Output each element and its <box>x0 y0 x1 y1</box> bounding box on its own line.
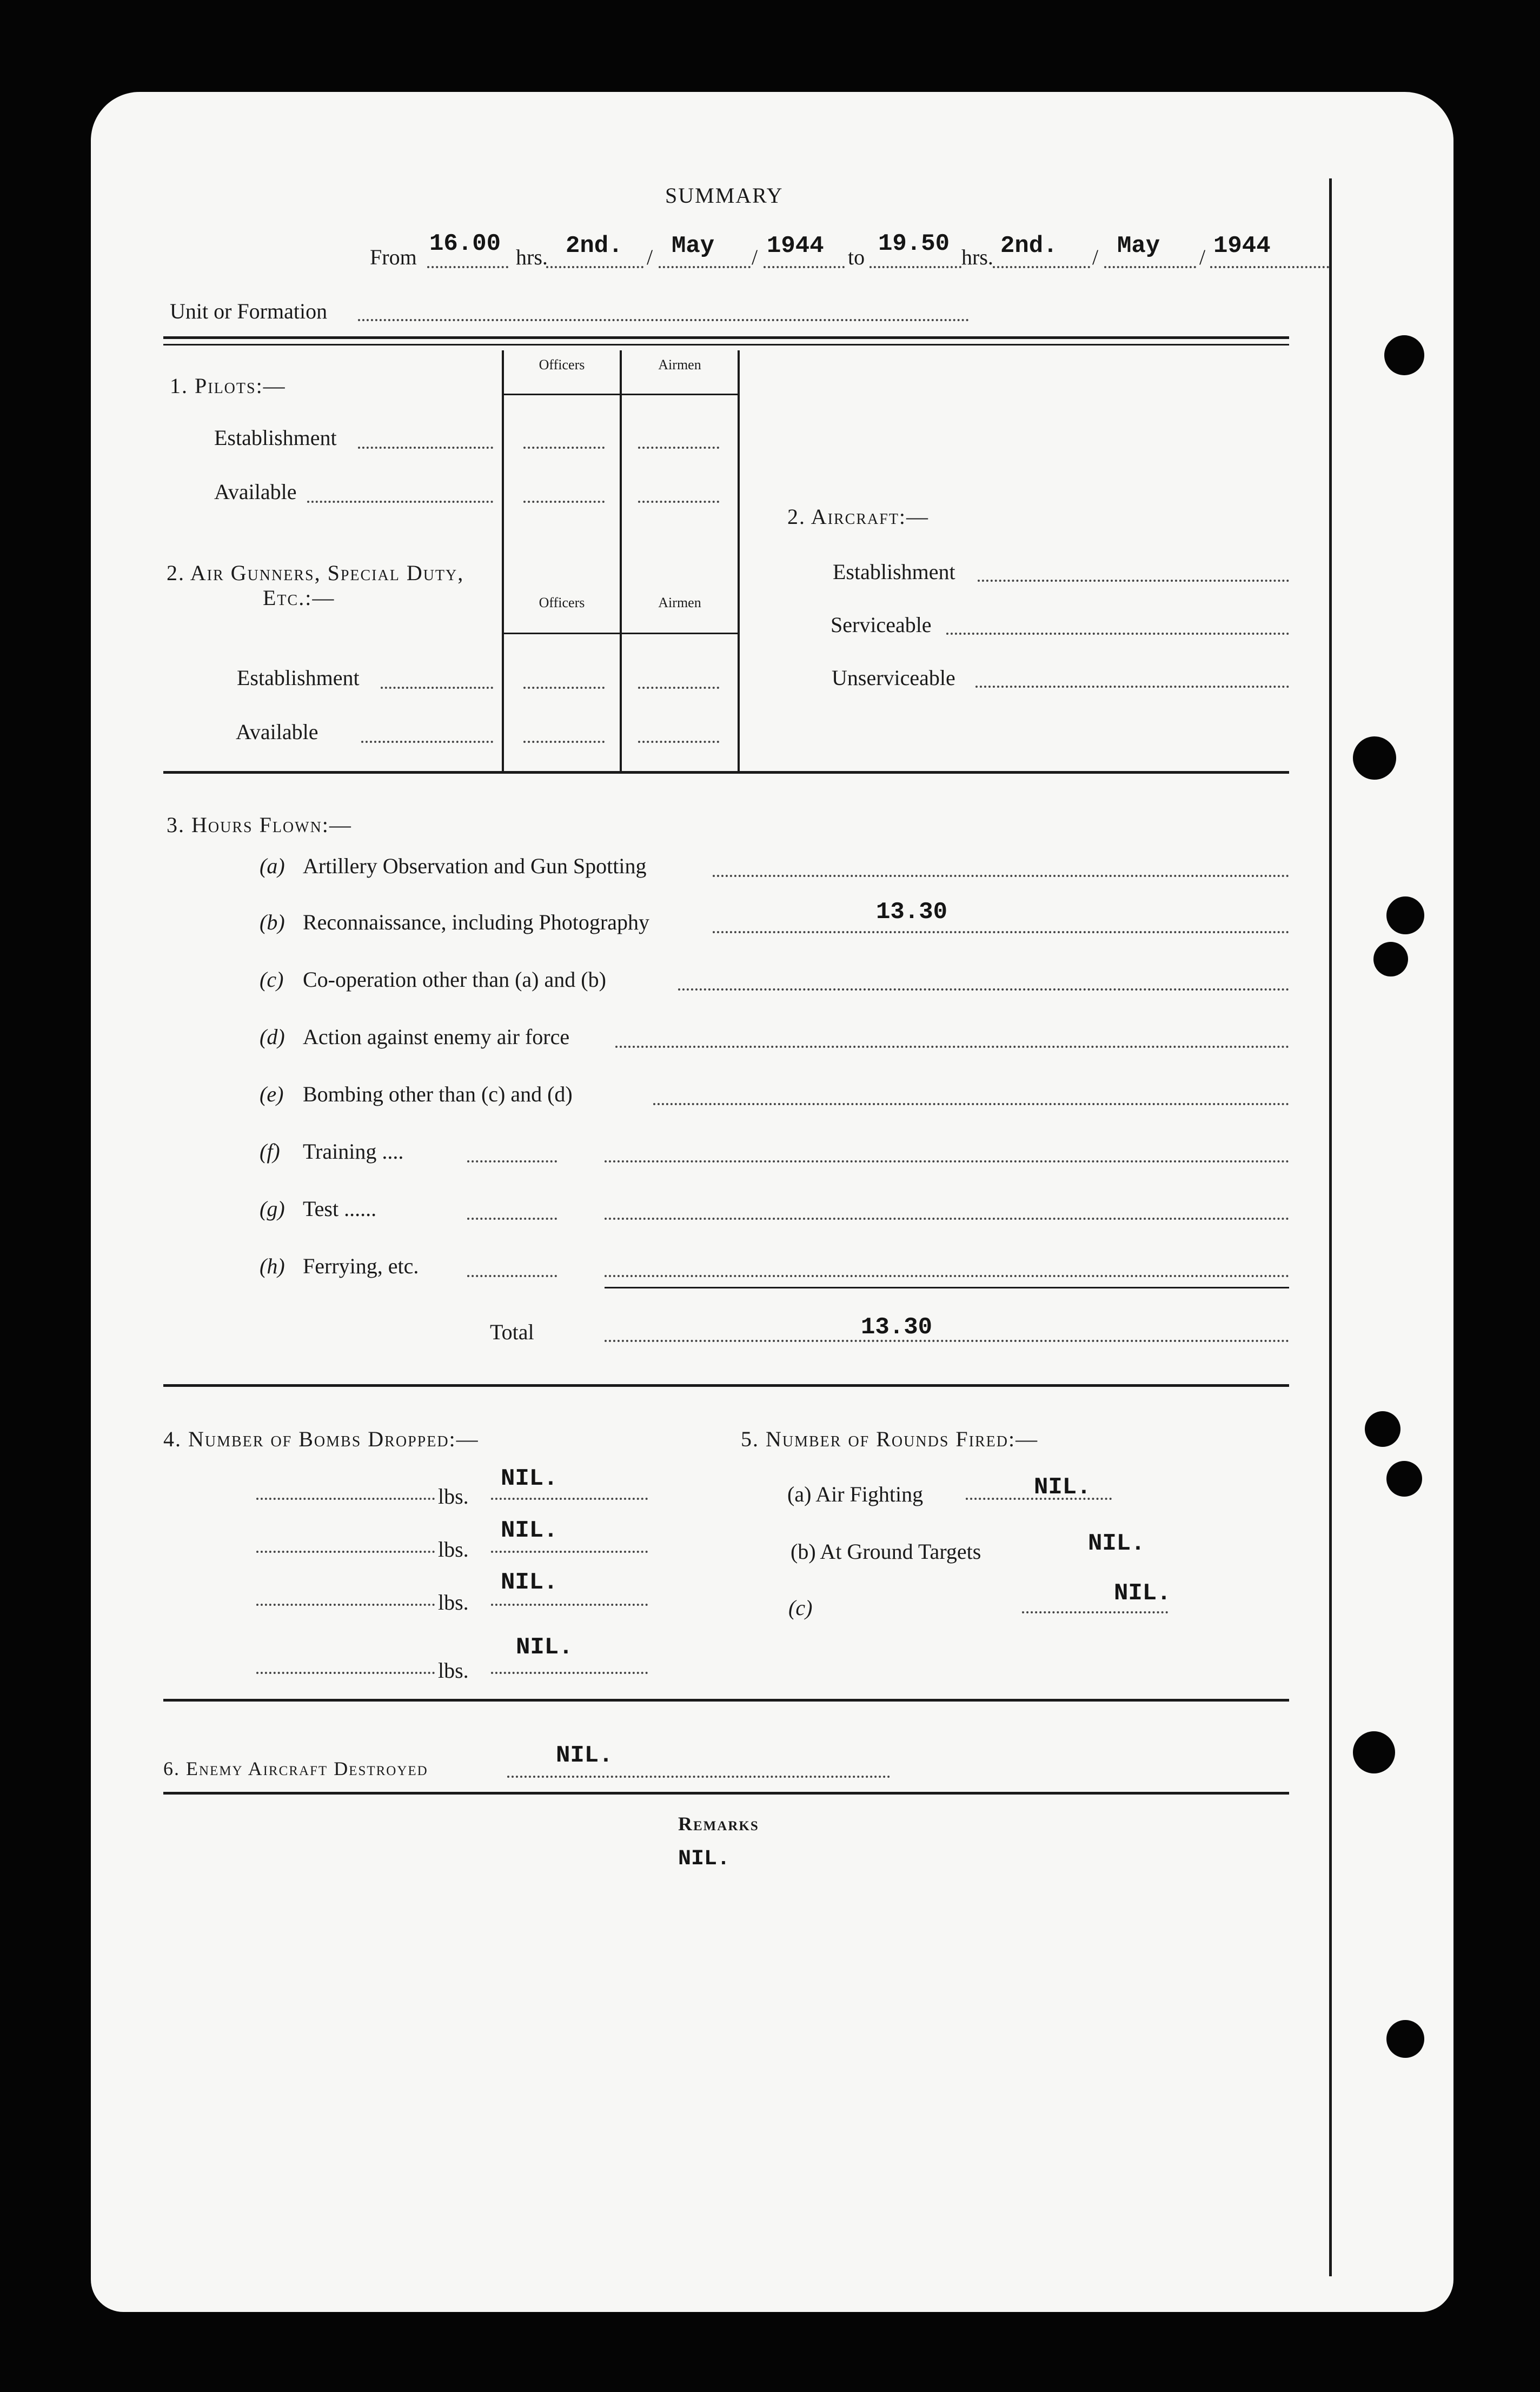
hours-row-f-letter: (f) <box>260 1139 280 1164</box>
right-margin-line <box>1329 178 1332 2276</box>
hours-row-g-line <box>467 1218 557 1220</box>
punch-hole-1 <box>1384 335 1424 375</box>
hours-row-b-label: Reconnaissance, including Photography <box>303 910 649 934</box>
hours-row-f-label: Training .... <box>303 1139 404 1164</box>
gunners-establishment-line <box>381 687 493 689</box>
grid-col-1 <box>502 350 504 772</box>
bombs-row-3-line <box>256 1604 435 1606</box>
hours-row-c-letter: (c) <box>260 967 284 992</box>
from-time-line <box>427 266 508 268</box>
hours-row-e-line <box>653 1103 1289 1105</box>
pilots-available-label: Available <box>214 480 297 504</box>
pilots-col-officers: Officers <box>539 357 585 373</box>
bombs-row-3-value: NIL. <box>501 1569 558 1596</box>
remarks-value: NIL. <box>678 1847 731 1871</box>
pilots-available-officers <box>523 501 605 503</box>
rounds-row-a-label: (a) Air Fighting <box>787 1482 924 1506</box>
gunners-col-officers: Officers <box>539 595 585 610</box>
bombs-row-1-line <box>256 1498 435 1500</box>
to-time-line <box>869 266 961 268</box>
hours-row-h-label: Ferrying, etc. <box>303 1254 419 1278</box>
enemy-value: NIL. <box>556 1742 613 1769</box>
from-day-line <box>546 266 643 268</box>
punch-hole-5 <box>1365 1411 1400 1447</box>
top-double-rule-1 <box>163 336 1289 339</box>
hours-row-d-label: Action against enemy air force <box>303 1025 570 1049</box>
section-rule-2 <box>163 1384 1289 1387</box>
rounds-row-c-value: NIL. <box>1114 1580 1171 1607</box>
pilots-col-airmen: Airmen <box>658 357 701 373</box>
pilots-establishment-line <box>358 447 493 449</box>
punch-hole-3 <box>1386 896 1424 934</box>
hours-row-a-line <box>713 875 1289 877</box>
slash-2: / <box>752 245 758 269</box>
to-day: 2nd. <box>1000 232 1058 260</box>
unit-line <box>358 319 969 321</box>
bombs-row-2-unit: lbs. <box>438 1537 469 1562</box>
to-day-line <box>993 266 1090 268</box>
bombs-row-4-line <box>256 1672 435 1674</box>
total-label: Total <box>490 1320 534 1344</box>
from-label: From <box>370 245 417 269</box>
bombs-row-4-value: NIL. <box>516 1634 573 1661</box>
gunners-heading-line1: 2. Air Gunners, Special Duty, <box>167 561 464 585</box>
gunners-available-officers <box>523 741 605 743</box>
rounds-row-a-value: NIL. <box>1034 1474 1091 1501</box>
bombs-row-1-value-line <box>491 1498 648 1500</box>
hours-row-c-label: Co-operation other than (a) and (b) <box>303 967 606 992</box>
hours-row-b-letter: (b) <box>260 910 285 934</box>
slash-3: / <box>1092 245 1099 269</box>
form-page <box>91 92 1453 2312</box>
hours-row-h-line <box>467 1275 557 1277</box>
gunners-establishment-airmen <box>638 687 719 689</box>
aircraft-unserviceable-line <box>975 686 1289 688</box>
hours-row-d-letter: (d) <box>260 1025 285 1049</box>
grid-col-2 <box>620 350 622 772</box>
bombs-row-3-value-line <box>491 1604 648 1606</box>
rounds-row-b-value: NIL. <box>1088 1530 1145 1557</box>
gunners-establishment-officers <box>523 687 605 689</box>
hours-row-a-label: Artillery Observation and Gun Spotting <box>303 854 647 878</box>
punch-hole-7 <box>1353 1731 1395 1773</box>
bombs-row-2-line <box>256 1551 435 1553</box>
top-double-rule-2 <box>163 344 1289 345</box>
hrs-label-from: hrs. <box>516 245 548 269</box>
page-title: SUMMARY <box>665 183 784 208</box>
total-value: 13.30 <box>861 1314 933 1341</box>
aircraft-serviceable-line <box>946 633 1289 635</box>
punch-hole-4 <box>1373 942 1408 976</box>
from-time: 16.00 <box>429 230 501 257</box>
hrs-label-to: hrs. <box>961 245 993 269</box>
hours-row-e-label: Bombing other than (c) and (d) <box>303 1082 573 1106</box>
hours-row-h-letter: (h) <box>260 1254 285 1278</box>
aircraft-establishment-label: Establishment <box>833 560 955 584</box>
rounds-heading: 5. Number of Rounds Fired:— <box>741 1427 1039 1451</box>
hours-row-h-line-2 <box>605 1275 1289 1277</box>
bombs-row-3-unit: lbs. <box>438 1590 469 1614</box>
aircraft-establishment-line <box>978 580 1289 582</box>
from-month-line <box>659 266 751 268</box>
hours-row-a-letter: (a) <box>260 854 285 878</box>
hours-row-g-letter: (g) <box>260 1197 285 1221</box>
hours-row-b-value: 13.30 <box>876 899 948 926</box>
section-rule-1 <box>163 771 1289 774</box>
hours-flown-heading: 3. Hours Flown:— <box>167 813 352 837</box>
pilots-establishment-airmen <box>638 447 719 449</box>
gunners-col-airmen: Airmen <box>658 595 701 610</box>
to-month: May <box>1117 232 1160 260</box>
slash-4: / <box>1199 245 1206 269</box>
hours-row-f-line <box>467 1160 557 1162</box>
pilots-available-line <box>307 501 493 503</box>
remarks-heading: Remarks <box>678 1813 759 1835</box>
grid-col-3 <box>738 350 740 772</box>
punch-hole-8 <box>1386 2020 1424 2058</box>
bombs-row-2-value-line <box>491 1551 648 1553</box>
aircraft-unserviceable-label: Unserviceable <box>832 666 955 690</box>
hours-row-d-line <box>615 1046 1289 1048</box>
rounds-row-c-line <box>1022 1611 1168 1613</box>
hours-row-g-line-2 <box>605 1218 1289 1220</box>
bombs-row-2-value: NIL. <box>501 1517 558 1544</box>
gunners-heading-line2: Etc.:— <box>263 586 335 610</box>
punch-hole-6 <box>1386 1461 1422 1497</box>
total-line <box>605 1340 1289 1342</box>
grid-header-rule-2 <box>503 633 739 634</box>
to-year-line <box>1210 266 1329 268</box>
hours-row-c-line <box>678 988 1289 991</box>
pilots-establishment-label: Establishment <box>214 426 337 450</box>
gunners-available-airmen <box>638 741 719 743</box>
to-year: 1944 <box>1213 232 1271 260</box>
to-time: 19.50 <box>878 230 950 257</box>
gunners-available-line <box>361 741 493 743</box>
pilots-heading: 1. Pilots:— <box>170 374 286 398</box>
hours-row-f-line-2 <box>605 1160 1289 1162</box>
hours-row-g-label: Test ...... <box>303 1197 377 1221</box>
enemy-line <box>507 1776 890 1778</box>
gunners-establishment-label: Establishment <box>237 666 360 690</box>
bombs-row-1-unit: lbs. <box>438 1484 469 1509</box>
gunners-available-label: Available <box>236 720 318 744</box>
section-rule-4 <box>163 1792 1289 1795</box>
bombs-row-4-value-line <box>491 1672 648 1674</box>
to-label: to <box>848 245 865 269</box>
enemy-heading: 6. Enemy Aircraft Destroyed <box>163 1758 428 1779</box>
total-rule <box>605 1287 1289 1288</box>
pilots-available-airmen <box>638 501 719 503</box>
from-year: 1944 <box>767 232 824 260</box>
grid-header-rule-1 <box>503 394 739 395</box>
rounds-row-b-label: (b) At Ground Targets <box>791 1539 981 1564</box>
punch-hole-2 <box>1353 736 1396 780</box>
unit-label: Unit or Formation <box>170 299 328 323</box>
from-year-line <box>764 266 845 268</box>
rounds-row-c-label: (c) <box>788 1596 813 1620</box>
hours-row-e-letter: (e) <box>260 1082 284 1106</box>
from-month: May <box>672 232 715 260</box>
bombs-row-1-value: NIL. <box>501 1465 558 1492</box>
pilots-establishment-officers <box>523 447 605 449</box>
slash-1: / <box>647 245 653 269</box>
bombs-row-4-unit: lbs. <box>438 1658 469 1683</box>
to-month-line <box>1104 266 1196 268</box>
from-day: 2nd. <box>566 232 623 260</box>
aircraft-heading: 2. Aircraft:— <box>787 504 930 529</box>
aircraft-serviceable-label: Serviceable <box>831 613 932 637</box>
hours-row-b-line <box>713 931 1289 933</box>
section-rule-3 <box>163 1699 1289 1702</box>
bombs-heading: 4. Number of Bombs Dropped:— <box>163 1427 479 1451</box>
